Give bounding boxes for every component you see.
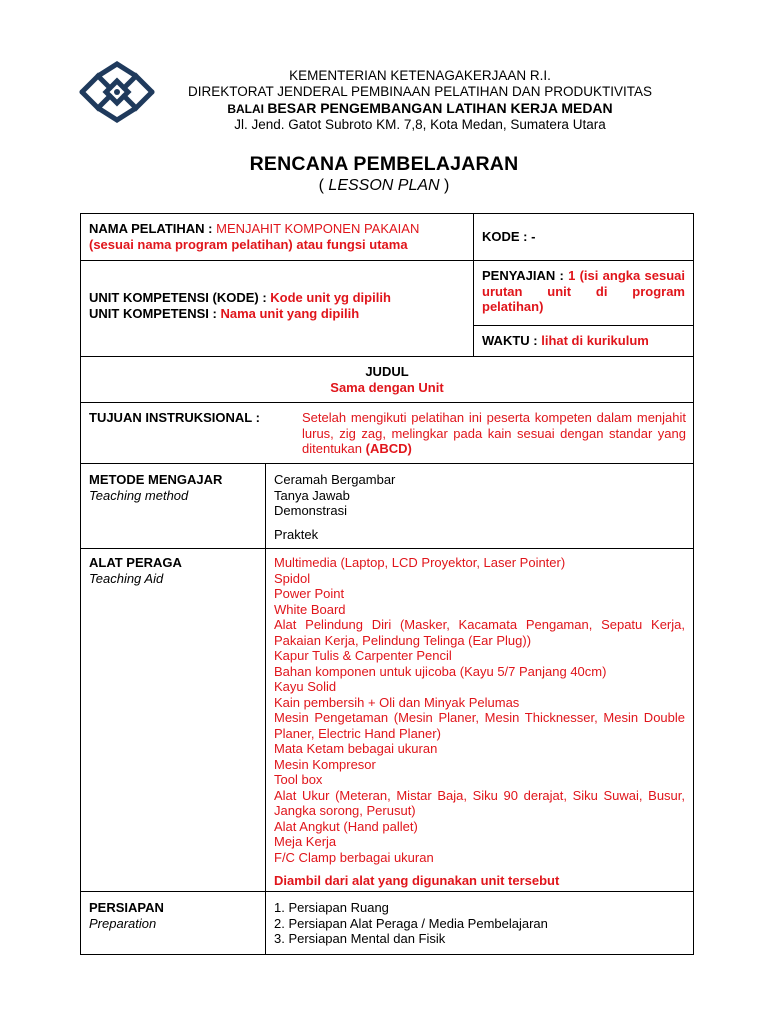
alat-item: Alat Ukur (Meteran, Mistar Baja, Siku 90 derajat, Siku Suwai, Busur, Jangka sorong, Perusut): [274, 787, 685, 818]
alat-item: Spidol: [274, 570, 311, 586]
alat-item: Mesin Kompresor: [274, 756, 376, 772]
metode-sublabel: Teaching method: [89, 487, 189, 503]
alat-item: Tool box: [274, 772, 323, 787]
tujuan-label: TUJUAN INSTRUKSIONAL :: [89, 410, 260, 425]
penyajian-label: PENYAJIAN :: [482, 268, 569, 283]
judul-value: Sama dengan Unit: [330, 379, 444, 395]
alat-item: Meja Kerja: [274, 834, 337, 849]
cell-unit-kompetensi: [81, 260, 474, 357]
unit-label: UNIT KOMPETENSI :: [89, 305, 221, 321]
alat-item: White Board: [274, 601, 346, 617]
unit-value: Nama unit yang dipilih: [220, 305, 360, 321]
cell-persiapan-items: [265, 891, 693, 954]
document-title: RENCANA PEMBELAJARAN: [249, 153, 519, 175]
header-line-ministry: KEMENTERIAN KETENAGAKERJAAN R.I.: [289, 68, 551, 83]
alat-item: Alat Angkut (Hand pallet): [274, 818, 418, 834]
nama-pelatihan-note: (sesuai nama program pelatihan) atau fungsi utama: [89, 236, 408, 252]
penyajian-value: 1 (isi angka sesuai urutan unit di program pelatihan): [482, 268, 685, 314]
cell-metode-label: [81, 463, 266, 549]
cell-tujuan: [81, 402, 693, 464]
cell-persiapan-label: [81, 891, 266, 954]
tujuan-text: Setelah mengikuti pelatihan ini peserta kompeten dalam menjahit lurus, zig zag, melingkar pada kain sesuai dengan standar yang ditentukan: [302, 410, 686, 456]
unit-line: [89, 306, 466, 322]
nama-pelatihan-label: NAMA PELATIHAN :: [89, 221, 217, 236]
header-line-directorate: DIREKTORAT JENDERAL PEMBINAAN PELATIHAN DAN PRODUKTIVITAS: [187, 84, 653, 99]
metode-label: METODE MENGAJAR: [89, 472, 223, 487]
cell-kode: [473, 214, 693, 261]
metode-item: Demonstrasi: [274, 503, 347, 518]
persiapan-label: PERSIAPAN: [89, 900, 164, 915]
metode-item: Tanya Jawab: [274, 487, 350, 503]
alat-sublabel: Teaching Aid: [89, 570, 164, 586]
tujuan-abcd: (ABCD): [365, 441, 412, 456]
unit-kode-value: Kode unit yg dipilih: [270, 290, 391, 305]
subtitle-paren-close: ): [439, 177, 450, 194]
metode-item: Praktek: [274, 526, 319, 542]
cell-alat-label: [81, 548, 266, 892]
tujuan-value: [302, 410, 686, 457]
ministry-logo-icon: [76, 60, 158, 124]
nama-pelatihan-line: [89, 221, 466, 237]
alat-item: Alat Pelindung Diri (Masker, Kacamata Pengaman, Sepatu Kerja, Pakaian Kerja, Pelindung Telinga (Ear Plug)): [274, 617, 685, 648]
alat-item: Bahan komponen untuk ujicoba (Kayu 5/7 Panjang 40cm): [274, 663, 607, 679]
judul-label: JUDUL: [365, 364, 409, 379]
persiapan-item: 3. Persiapan Mental dan Fisik: [274, 931, 446, 946]
unit-kode-label: UNIT KOMPETENSI (KODE) :: [89, 290, 271, 305]
persiapan-sublabel: Preparation: [89, 915, 157, 931]
subtitle-paren-open: (: [318, 177, 329, 194]
alat-item: Kayu Solid: [274, 679, 337, 694]
lesson-plan-table: [80, 213, 694, 955]
waktu-value: lihat di kurikulum: [541, 333, 649, 348]
header-balai-name: BESAR PENGEMBANGAN LATIHAN KERJA MEDAN: [267, 100, 613, 116]
persiapan-item: 2. Persiapan Alat Peraga / Media Pembelajaran: [274, 915, 548, 931]
header-balai-prefix: BALAI: [227, 102, 268, 116]
header-line-balai: [160, 100, 680, 117]
document-subtitle: [0, 177, 768, 195]
alat-item: Kain pembersih + Oli dan Minyak Pelumas: [274, 694, 520, 710]
metode-item: Ceramah Bergambar: [274, 472, 396, 487]
nama-pelatihan-value: MENJAHIT KOMPONEN PAKAIAN: [216, 221, 420, 236]
alat-item: F/C Clamp berbagai ukuran: [274, 849, 434, 865]
persiapan-item: 1. Persiapan Ruang: [274, 900, 389, 915]
kode-label: KODE : -: [482, 229, 536, 244]
alat-item: Multimedia (Laptop, LCD Proyektor, Laser Pointer): [274, 555, 566, 570]
subtitle-text: LESSON PLAN: [328, 177, 440, 194]
alat-item: Kapur Tulis & Carpenter Pencil: [274, 648, 452, 663]
cell-alat-items: [265, 548, 693, 892]
cell-penyajian: [473, 260, 693, 326]
cell-waktu: [473, 325, 693, 357]
alat-item: Mesin Pengetaman (Mesin Planer, Mesin Thicknesser, Mesin Double Planer, Electric Hand Planer): [274, 710, 685, 741]
alat-label: ALAT PERAGA: [89, 555, 182, 570]
alat-note: Diambil dari alat yang digunakan unit tersebut: [274, 873, 560, 888]
header-line-address: Jl. Jend. Gatot Subroto KM. 7,8, Kota Medan, Sumatera Utara: [234, 117, 606, 132]
cell-metode-items: [265, 463, 693, 549]
waktu-label: WAKTU :: [482, 333, 542, 348]
unit-kode-line: [89, 290, 466, 306]
cell-nama-pelatihan: [81, 214, 474, 261]
alat-item: Power Point: [274, 586, 345, 601]
cell-judul: [81, 356, 693, 403]
alat-item: Mata Ketam bebagai ukuran: [274, 741, 438, 756]
institution-header: [160, 68, 680, 133]
